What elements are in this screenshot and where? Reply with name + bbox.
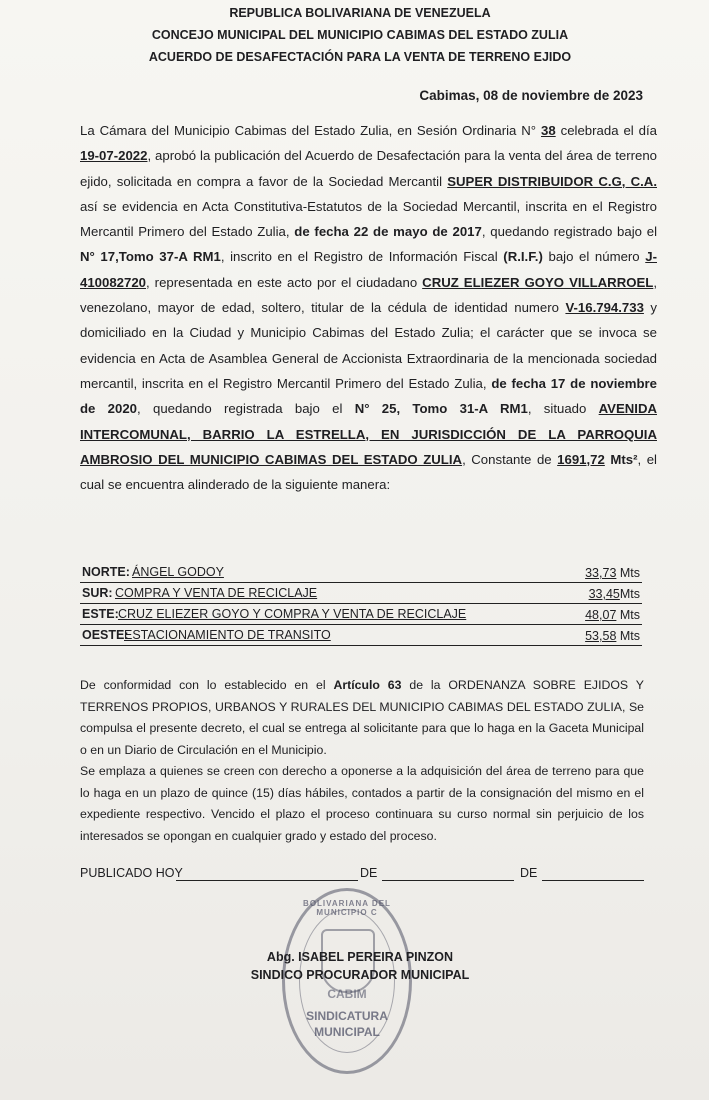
company-name: SUPER DISTRIBUIDOR C.G, C.A.: [447, 173, 657, 189]
article-paragraph: De conformidad con lo establecido en el Artículo 63 de la ORDENANZA SOBRE EJIDOS Y TERRENOS PROPIOS, URBANOS Y RURALES DEL MUNICIPIO CABIMAS DEL ESTADO ZULIA, Se compulsa el presente decreto, el cual se entrega al solicitante para que lo haga en la Gaceta Municipal o en un Diario de Circulación en el Municipio.: [80, 678, 644, 757]
header-title: ACUERDO DE DESAFECTACIÓN PARA LA VENTA DE TERRENO EJIDO: [148, 50, 572, 64]
header-country: REPUBLICA BOLIVARIANA DE VENEZUELA: [229, 6, 491, 20]
session-number: 38: [541, 123, 556, 138]
header-council: CONCEJO MUNICIPAL DEL MUNICIPIO CABIMAS DEL ESTADO ZULIA: [151, 28, 569, 42]
signatory-title: SINDICO PROCURADOR MUNICIPAL: [250, 968, 470, 982]
session-date: 19-07-2022: [80, 148, 148, 164]
publication-line: PUBLICADO HOY DE DE: [80, 866, 645, 890]
boundaries-table: [80, 562, 642, 646]
publication-year-blank: [542, 866, 644, 881]
representative-name: CRUZ ELIEZER GOYO VILLARROEL: [422, 274, 654, 290]
rif-number: J-410082720: [80, 249, 657, 290]
publication-month-blank: [382, 866, 514, 881]
registration-date-1: de fecha 22 de mayo de 2017: [294, 224, 482, 240]
id-number: V-16.794.733: [565, 300, 644, 316]
boundary-row-east: ESTE: CRUZ ELIEZER GOYO Y COMPRA Y VENTA DE RECICLAJE 48,07 Mts: [80, 604, 642, 625]
boundary-row-north: NORTE: ÁNGEL GODOY 33,73 Mts: [80, 562, 642, 583]
registration-date-2: de fecha 17 de noviembre de 2020: [80, 375, 658, 417]
published-label: PUBLICADO HOY: [80, 866, 183, 880]
registration-number-1: N° 17,Tomo 37-A RM1: [80, 249, 221, 265]
opposition-paragraph: Se emplaza a quienes se creen con derecho a oponerse a la adquisición del área de terreno para que lo haga en un plazo de quince (15) días hábiles, contados a partir de la consignación del mismo en el expediente respectivo. Vencido el plazo el proceso continuara su curso normal sin perjuicio de los interesados se opongan en cualquier grado y estado del proceso.: [80, 764, 644, 843]
main-paragraph: La Cámara del Municipio Cabimas del Estado Zulia, en Sesión Ordinaria N° 38 celebrada el día 19-07-2022, aprobó la publicación del Acuerdo de Desafectación para la venta del área de terreno ejido, solicitada en compra a favor de la Sociedad Mercantil SUPER DISTRIBUIDOR C.G, C.A. así se evidencia en Acta Constitutiva-Estatutos de la Sociedad Mercantil, inscrita en el Registro Mercantil Primero del Estado Zulia, de fecha 22 de mayo de 2017, quedando registrado bajo el N° 17,Tomo 37-A RM1, inscrito en el Registro de Información Fiscal (R.I.F.) bajo el número J-410082720, representada en este acto por el ciudadano CRUZ ELIEZER GOYO VILLARROEL, venezolano, mayor de edad, soltero, titular de la cédula de identidad numero V-16.794.733 y domiciliado en la Ciudad y Municipio Cabimas del Estado Zulia; el carácter que se invoca se evidencia en Acta de Asamblea General de Accionista Extraordinaria de la mencionada sociedad mercantil, inscrita en el Registro Mercantil Primero del Estado Zulia, de fecha 17 de noviembre de 2020, quedando registrada bajo el N° 25, Tomo 31-A RM1, situado AVENIDA INTERCOMUNAL, BARRIO LA ESTRELLA, EN JURISDICCIÓN DE LA PARROQUIA AMBROSIO DEL MUNICIPIO CABIMAS DEL ESTADO ZULIA, Constante de 1691,72 Mts², el cual se encuentra alinderado de la siguiente manera:: [80, 123, 658, 493]
boundary-row-west: OESTE: ESTACIONAMIENTO DE TRANSITO 53,58 Mts: [80, 625, 642, 646]
rif-label: (R.I.F.): [503, 249, 543, 265]
document-date: Cabimas, 08 de noviembre de 2023: [419, 88, 643, 103]
signatory-name: Abg. ISABEL PEREIRA PINZON: [266, 950, 454, 964]
article-reference: Artículo 63: [333, 678, 402, 692]
registration-number-2: N° 25, Tomo 31-A RM1: [354, 401, 528, 417]
closing-paragraphs: [80, 675, 644, 847]
publication-day-blank: [176, 866, 358, 881]
boundary-row-south: SUR: COMPRA Y VENTA DE RECICLAJE 33,45Mts: [80, 583, 642, 604]
property-area: 1691,72: [557, 451, 605, 467]
property-area-unit: Mts²: [604, 451, 638, 467]
property-address: AVENIDA INTERCOMUNAL, BARRIO LA ESTRELLA, EN JURISDICCIÓN DE LA PARROQUIA AMBROSIO DEL MUNICIPIO CABIMAS DEL ESTADO ZULIA: [80, 401, 657, 467]
municipal-seal-stamp: BOLIVARIANA DEL MUNICIPIO C CABIM SINDICATURA MUNICIPAL: [282, 888, 412, 1074]
